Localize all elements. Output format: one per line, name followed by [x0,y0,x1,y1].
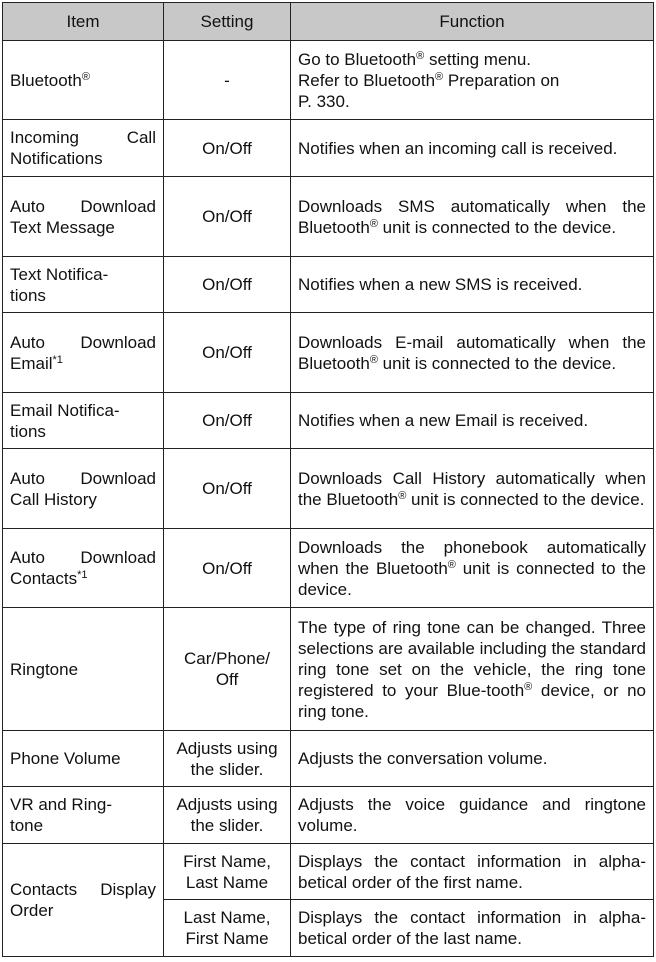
settings-table [2,2,654,957]
setting-cell: On/Off [164,177,291,257]
setting-cell: On/Off [164,257,291,313]
table-row [3,844,654,900]
setting-cell: On/Off [164,529,291,608]
function-cell: The type of ring tone can be changed. Three selections are available including the standard ring tone set on the vehicle, the ring tone registered to your Blue-tooth® device, or no ring tone. [291,608,654,731]
setting-cell: On/Off [164,313,291,393]
function-cell: Notifies when an incoming call is received. [291,120,654,177]
table-row [3,731,654,787]
setting-cell: On/Off [164,449,291,529]
setting-cell: Last Name, First Name [164,900,291,957]
setting-cell: On/Off [164,393,291,449]
function-cell: Notifies when a new SMS is received. [291,257,654,313]
setting-cell: Adjusts using the slider. [164,731,291,787]
item-cell: Incoming Call Notifications [3,120,164,177]
header-function: Function [291,3,654,41]
function-cell: Downloads Call History automatically when the Bluetooth® unit is connected to the device. [291,449,654,529]
setting-cell: - [164,41,291,120]
function-cell: Adjusts the voice guidance and ringtone volume. [291,787,654,844]
function-cell: Downloads the phonebook automatically when the Bluetooth® unit is connected to the device. [291,529,654,608]
item-cell: Auto Download Call History [3,449,164,529]
function-cell: Displays the contact information in alpha-betical order of the last name. [291,900,654,957]
table-row [3,529,654,608]
item-cell: Text Notifica- tions [3,257,164,313]
item-cell: Phone Volume [3,731,164,787]
table-row [3,449,654,529]
table-row [3,608,654,731]
item-cell: Email Notifica- tions [3,393,164,449]
item-cell: Auto Download Text Message [3,177,164,257]
header-setting: Setting [164,3,291,41]
table-row [3,41,654,120]
function-cell: Displays the contact information in alpha-betical order of the first name. [291,844,654,900]
table-row [3,177,654,257]
item-cell: Auto Download Contacts$^{*1}$ [3,529,164,608]
function-cell: Go to Bluetooth® setting menu. Refer to Bluetooth® Preparation on P. 330. [291,41,654,120]
item-cell: Auto Download Email$^{*1}$ [3,313,164,393]
function-cell: Downloads SMS automatically when the Bluetooth® unit is connected to the device. [291,177,654,257]
table-row [3,120,654,177]
item-cell: Bluetooth® [3,41,164,120]
header-row [3,3,654,41]
setting-cell: On/Off [164,120,291,177]
setting-cell: Car/Phone/ Off [164,608,291,731]
table-row [3,787,654,844]
table-row [3,257,654,313]
function-cell: Adjusts the conversation volume. [291,731,654,787]
item-cell: VR and Ring- tone [3,787,164,844]
function-cell: Notifies when a new Email is received. [291,393,654,449]
header-item: Item [3,3,164,41]
function-cell: Downloads E-mail automatically when the Bluetooth® unit is connected to the device. [291,313,654,393]
table-row [3,393,654,449]
item-cell: Ringtone [3,608,164,731]
setting-cell: Adjusts using the slider. [164,787,291,844]
setting-cell: First Name, Last Name [164,844,291,900]
table-row [3,313,654,393]
item-cell: Contacts Display Order [3,844,164,957]
